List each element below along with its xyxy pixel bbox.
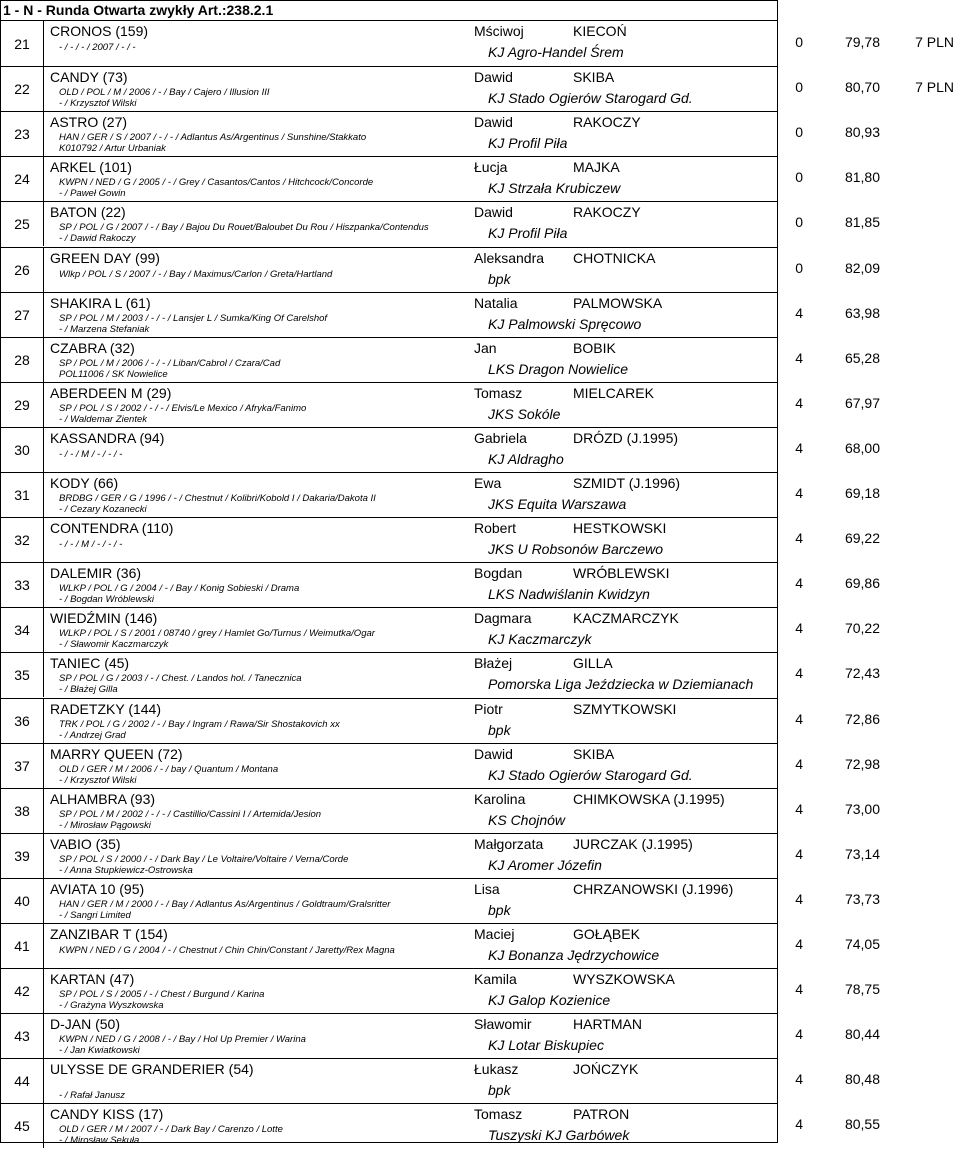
horse-details: SP / POL / S / 2002 / - / - / Elvis/Le Mexico / Afryka/Fanimo bbox=[59, 402, 307, 414]
horse-details: SP / POL / M / 2003 / - / - / Lansjer L / Sumka/King Of Carelshof bbox=[59, 312, 328, 324]
club-name: KJ Agro-Handel Śrem bbox=[488, 44, 624, 60]
position-cell: 33 bbox=[1, 563, 44, 607]
result-row bbox=[1, 833, 777, 878]
club-name: bpk bbox=[488, 1082, 511, 1099]
result-row bbox=[1, 968, 777, 1013]
position-cell: 24 bbox=[1, 157, 44, 201]
result-row bbox=[1, 21, 777, 66]
club-name: KJ Strzała Krubiczew bbox=[488, 180, 621, 197]
horse-name: CONTENDRA (110) bbox=[50, 520, 174, 537]
time-result: 80,93 bbox=[844, 124, 880, 141]
time-result: 82,09 bbox=[844, 259, 880, 276]
rider-last-name: PATRON bbox=[573, 1106, 630, 1123]
horse-details: - / Krzysztof Wilski bbox=[59, 774, 137, 786]
penalty-points: 4 bbox=[795, 1071, 803, 1088]
time-result: 80,48 bbox=[844, 1071, 880, 1088]
penalty-points: 4 bbox=[795, 530, 803, 547]
penalty-points: 4 bbox=[795, 349, 803, 366]
club-name: KS Chojnów bbox=[488, 811, 566, 828]
rider-last-name: HARTMAN bbox=[573, 1016, 642, 1033]
horse-name: SHAKIRA L (61) bbox=[50, 294, 151, 311]
rider-last-name: WYSZKOWSKA bbox=[573, 971, 675, 988]
rider-first-name: Karolina bbox=[474, 790, 526, 807]
penalty-points: 4 bbox=[795, 304, 803, 321]
rider-first-name: Natalia bbox=[474, 294, 518, 311]
result-row bbox=[1, 517, 777, 562]
club-name: Tuszyski KJ Garbówek bbox=[488, 1127, 630, 1144]
position-cell: 41 bbox=[1, 924, 44, 968]
penalty-points: 4 bbox=[795, 710, 803, 727]
penalty-points: 4 bbox=[795, 394, 803, 411]
club-name: KJ Profil Piła bbox=[488, 225, 568, 242]
horse-details: - / Mirosław Pągowski bbox=[59, 819, 151, 831]
penalty-points: 0 bbox=[795, 124, 803, 141]
result-row bbox=[1, 698, 777, 743]
horse-details: - / Marzena Stefaniak bbox=[59, 323, 150, 335]
result-row bbox=[1, 292, 777, 337]
horse-details: WLKP / POL / S / 2001 / 08740 / grey / Hamlet Go/Turnus / Weimutka/Ogar bbox=[59, 628, 375, 640]
position-cell: 26 bbox=[1, 248, 44, 292]
horse-name: CANDY (73) bbox=[50, 69, 128, 86]
club-name: bpk bbox=[488, 901, 511, 918]
rider-last-name: KACZMARCZYK bbox=[573, 610, 679, 627]
time-result: 80,70 bbox=[844, 79, 880, 96]
result-row bbox=[1, 607, 777, 652]
position-cell: 22 bbox=[1, 67, 44, 111]
club-name: JKS Sokóle bbox=[488, 405, 561, 422]
position-cell: 39 bbox=[1, 834, 44, 878]
penalty-points: 4 bbox=[795, 936, 803, 952]
position-cell: 25 bbox=[1, 202, 44, 246]
club-name: KJ Palmowski Spręcowo bbox=[488, 315, 642, 332]
rider-last-name: JOŃCZYK bbox=[573, 1061, 639, 1078]
rider-first-name: Dawid bbox=[474, 745, 513, 762]
rider-first-name: Lisa bbox=[474, 880, 500, 897]
horse-name: BATON (22) bbox=[50, 204, 126, 221]
time-result: 73,73 bbox=[844, 890, 880, 907]
position-cell: 44 bbox=[1, 1059, 44, 1103]
horse-name: CANDY KISS (17) bbox=[50, 1106, 164, 1123]
rider-last-name: MAJKA bbox=[573, 159, 620, 176]
rider-first-name: Kamila bbox=[474, 971, 517, 988]
position-cell: 31 bbox=[1, 473, 44, 517]
rider-first-name: Maciej bbox=[474, 926, 515, 942]
horse-details: WLKP / POL / G / 2004 / - / Bay / Konig Sobieski / Drama bbox=[59, 583, 300, 595]
horse-details: - / Sangri Limited bbox=[59, 909, 131, 921]
penalty-points: 4 bbox=[795, 620, 803, 637]
position-cell: 30 bbox=[1, 428, 44, 472]
horse-details: - / Cezary Kozanecki bbox=[59, 504, 147, 515]
rider-first-name: Małgorzata bbox=[474, 835, 544, 852]
penalty-points: 4 bbox=[795, 845, 803, 862]
horse-details: SP / POL / G / 2003 / - / Chest. / Landos hol. / Tanecznica bbox=[59, 673, 302, 685]
position-cell: 43 bbox=[1, 1014, 44, 1058]
time-result: 70,22 bbox=[844, 620, 880, 637]
horse-details: BRDBG / GER / G / 1996 / - / Chestnut / Kolibri/Kobold I / Dakaria/Dakota II bbox=[59, 493, 376, 504]
rider-first-name: Mściwoj bbox=[474, 23, 524, 39]
position-cell: 21 bbox=[1, 21, 44, 66]
result-row bbox=[1, 382, 777, 427]
horse-details: SP / POL / S / 2000 / - / Dark Bay / Le Voltaire/Voltaire / Verna/Corde bbox=[59, 853, 349, 865]
horse-details: SP / POL / S / 2005 / - / Chest / Burgund / Karina bbox=[59, 989, 265, 1001]
position-cell: 42 bbox=[1, 969, 44, 1013]
prize-amount: 7 PLN bbox=[915, 34, 954, 50]
club-name: KJ Galop Kozienice bbox=[488, 992, 611, 1009]
horse-details: Wlkp / POL / S / 2007 / - / Bay / Maximus/Carlon / Greta/Hartland bbox=[59, 268, 333, 280]
position-cell: 40 bbox=[1, 879, 44, 923]
penalty-points: 4 bbox=[795, 485, 803, 501]
prize-amount: 7 PLN bbox=[915, 79, 954, 96]
penalty-points: 0 bbox=[795, 34, 803, 50]
horse-details: - / Dawid Rakoczy bbox=[59, 233, 136, 245]
time-result: 63,98 bbox=[844, 304, 880, 321]
horse-name: ASTRO (27) bbox=[50, 114, 128, 131]
horse-details: KWPN / NED / G / 2005 / - / Grey / Casantos/Cantos / Hitchcock/Concorde bbox=[59, 177, 374, 189]
rider-last-name: DRÓZD (J.1995) bbox=[573, 429, 679, 446]
position-cell: 35 bbox=[1, 653, 44, 697]
horse-name: MARRY QUEEN (72) bbox=[50, 745, 183, 762]
horse-details: OLD / POL / M / 2006 / - / Bay / Cajero / Illusion III bbox=[59, 87, 270, 99]
rider-last-name: RAKOCZY bbox=[573, 114, 641, 131]
position-cell: 23 bbox=[1, 112, 44, 156]
penalty-points: 4 bbox=[795, 575, 803, 592]
result-row bbox=[1, 247, 777, 292]
rider-first-name: Gabriela bbox=[474, 429, 527, 446]
club-name: bpk bbox=[488, 270, 511, 287]
rider-first-name: Aleksandra bbox=[474, 249, 545, 266]
horse-name: ALHAMBRA (93) bbox=[50, 790, 156, 807]
horse-details: HAN / GER / S / 2007 / - / - / Adlantus As/Argentinus / Sunshine/Stakkato bbox=[59, 132, 367, 144]
penalty-points: 0 bbox=[795, 169, 803, 186]
penalty-points: 4 bbox=[795, 890, 803, 907]
penalty-points: 4 bbox=[795, 439, 803, 456]
club-name: KJ Aromer Józefin bbox=[488, 856, 602, 873]
rider-last-name: CHRZANOWSKI (J.1996) bbox=[573, 880, 734, 897]
result-row bbox=[1, 427, 777, 472]
horse-name: ABERDEEN M (29) bbox=[50, 384, 172, 401]
rider-last-name: PALMOWSKA bbox=[573, 294, 663, 311]
horse-details: TRK / POL / G / 2002 / - / Bay / Ingram / Rawa/Sir Shostakovich xx bbox=[59, 718, 340, 730]
club-name: KJ Kaczmarczyk bbox=[488, 631, 592, 648]
horse-name: ARKEL (101) bbox=[50, 159, 132, 176]
rider-last-name: GILLA bbox=[573, 655, 613, 672]
result-row bbox=[1, 652, 777, 697]
horse-name: WIEDŹMIN (146) bbox=[50, 610, 158, 627]
result-row bbox=[1, 1013, 777, 1058]
position-cell: 28 bbox=[1, 338, 44, 382]
rider-last-name: WRÓBLEWSKI bbox=[573, 565, 670, 582]
time-result: 81,80 bbox=[844, 169, 880, 186]
result-row bbox=[1, 788, 777, 833]
penalty-points: 4 bbox=[795, 800, 803, 817]
rider-last-name: HESTKOWSKI bbox=[573, 520, 667, 537]
time-result: 81,85 bbox=[844, 214, 880, 231]
horse-details: SP / POL / G / 2007 / - / Bay / Bajou Du Rouet/Baloubet Du Rou / Hiszpanka/Contendus bbox=[59, 222, 429, 234]
rider-first-name: Tomasz bbox=[474, 384, 523, 401]
rider-first-name: Łucja bbox=[474, 159, 508, 176]
horse-name: RADETZKY (144) bbox=[50, 700, 161, 717]
horse-details: - / Błażej Gilla bbox=[59, 684, 118, 696]
time-result: 80,55 bbox=[844, 1116, 880, 1133]
penalty-points: 0 bbox=[795, 214, 803, 231]
horse-details: HAN / GER / M / 2000 / - / Bay / Adlantus As/Argentinus / Goldtraum/Gralsritter bbox=[59, 898, 391, 910]
horse-details: SP / POL / M / 2002 / - / - / Castillio/Cassini I / Artemida/Jesion bbox=[59, 808, 322, 820]
club-name: LKS Nadwiślanin Kwidzyn bbox=[488, 586, 650, 603]
club-name: LKS Dragon Nowielice bbox=[488, 360, 629, 377]
horse-name: GREEN DAY (99) bbox=[50, 249, 160, 266]
time-result: 72,86 bbox=[844, 710, 880, 727]
results-title: 1 - N - Runda Otwarta zwykły Art.:238.2.1 bbox=[0, 0, 778, 21]
rider-first-name: Ewa bbox=[474, 475, 502, 491]
position-cell: 32 bbox=[1, 518, 44, 562]
rider-last-name: RAKOCZY bbox=[573, 204, 641, 221]
result-row bbox=[1, 66, 777, 111]
rider-first-name: Łukasz bbox=[474, 1061, 519, 1078]
rider-last-name: SKIBA bbox=[573, 745, 615, 762]
club-name: KJ Profil Piła bbox=[488, 135, 568, 152]
result-row bbox=[1, 743, 777, 788]
horse-name: TANIEC (45) bbox=[50, 655, 130, 672]
horse-details: - / Andrzej Grad bbox=[59, 729, 126, 741]
club-name: KJ Stado Ogierów Starogard Gd. bbox=[488, 90, 693, 107]
horse-name: D-JAN (50) bbox=[50, 1016, 121, 1033]
rider-last-name: SKIBA bbox=[573, 69, 615, 86]
club-name: Pomorska Liga Jeździecka w Dziemianach bbox=[488, 676, 754, 693]
horse-details: - / - / M / - / - / - bbox=[59, 448, 123, 460]
result-row bbox=[1, 562, 777, 607]
rider-first-name: Dawid bbox=[474, 114, 513, 131]
horse-details: - / Jan Kwiatkowski bbox=[59, 1045, 140, 1057]
club-name: bpk bbox=[488, 721, 511, 738]
time-result: 80,44 bbox=[844, 1026, 880, 1043]
horse-details: - / - / - / 2007 / - / - bbox=[59, 42, 136, 53]
time-result: 69,22 bbox=[844, 530, 880, 547]
rider-last-name: MIELCAREK bbox=[573, 384, 654, 401]
rider-first-name: Dawid bbox=[474, 69, 513, 86]
rider-first-name: Jan bbox=[474, 339, 497, 356]
horse-details: - / Paweł Gowin bbox=[59, 188, 126, 200]
horse-details: - / Sławomir Kaczmarczyk bbox=[59, 639, 169, 651]
horse-details: - / - / M / - / - / - bbox=[59, 539, 123, 551]
result-row bbox=[1, 337, 777, 382]
time-result: 69,86 bbox=[844, 575, 880, 592]
penalty-points: 0 bbox=[795, 259, 803, 276]
rider-last-name: GOŁĄBEK bbox=[573, 926, 640, 942]
result-row bbox=[1, 201, 777, 246]
rider-first-name: Dawid bbox=[474, 204, 513, 221]
position-cell: 29 bbox=[1, 383, 44, 427]
horse-details: SP / POL / M / 2006 / - / - / Liban/Cabrol / Czara/Cad bbox=[59, 357, 281, 369]
horse-name: ULYSSE DE GRANDERIER (54) bbox=[50, 1061, 254, 1078]
club-name: KJ Stado Ogierów Starogard Gd. bbox=[488, 766, 693, 783]
rider-last-name: SZMIDT (J.1996) bbox=[573, 475, 681, 491]
horse-details: - / Grażyna Wyszkowska bbox=[59, 1000, 164, 1012]
position-cell: 37 bbox=[1, 744, 44, 788]
time-result: 68,00 bbox=[844, 439, 880, 456]
result-row bbox=[1, 1103, 777, 1148]
penalty-points: 4 bbox=[795, 981, 803, 998]
horse-details: - / Krzysztof Wilski bbox=[59, 98, 137, 110]
club-name: KJ Aldragho bbox=[488, 450, 564, 467]
result-row bbox=[1, 1058, 777, 1103]
result-row bbox=[1, 156, 777, 201]
time-result: 73,00 bbox=[844, 800, 880, 817]
rider-first-name: Sławomir bbox=[474, 1016, 532, 1033]
penalty-points: 4 bbox=[795, 665, 803, 682]
horse-details: OLD / GER / M / 2006 / - / bay / Quantum / Montana bbox=[59, 763, 279, 775]
horse-details: - / Waldemar Zientek bbox=[59, 413, 147, 425]
rider-first-name: Robert bbox=[474, 520, 517, 537]
penalty-points: 4 bbox=[795, 1026, 803, 1043]
rider-last-name: CHOTNICKA bbox=[573, 249, 656, 266]
horse-name: AVIATA 10 (95) bbox=[50, 880, 145, 897]
results-table bbox=[0, 21, 778, 1147]
time-result: 78,75 bbox=[844, 981, 880, 998]
club-name: JKS U Robsonów Barczewo bbox=[488, 541, 664, 558]
rider-first-name: Dagmara bbox=[474, 610, 532, 627]
result-row bbox=[1, 923, 777, 968]
horse-details: - / Rafał Janusz bbox=[59, 1090, 125, 1102]
position-cell: 34 bbox=[1, 608, 44, 652]
horse-details: - / Bogdan Wróblewski bbox=[59, 594, 155, 606]
horse-name: CRONOS (159) bbox=[50, 23, 149, 39]
rider-last-name: JURCZAK (J.1995) bbox=[573, 835, 693, 852]
horse-name: ZANZIBAR T (154) bbox=[50, 926, 168, 942]
rider-first-name: Bogdan bbox=[474, 565, 523, 582]
horse-name: DALEMIR (36) bbox=[50, 565, 142, 582]
club-name: KJ Bonanza Jędrzychowice bbox=[488, 947, 660, 963]
horse-details: - / Anna Stupkiewicz-Ostrowska bbox=[59, 864, 193, 876]
horse-name: CZABRA (32) bbox=[50, 339, 135, 356]
rider-first-name: Błażej bbox=[474, 655, 513, 672]
horse-name: KODY (66) bbox=[50, 475, 119, 491]
time-result: 72,98 bbox=[844, 755, 880, 772]
time-result: 74,05 bbox=[844, 936, 880, 952]
time-result: 65,28 bbox=[844, 349, 880, 366]
penalty-points: 4 bbox=[795, 1116, 803, 1133]
rider-last-name: BOBIK bbox=[573, 339, 616, 356]
penalty-points: 4 bbox=[795, 755, 803, 772]
horse-details: KWPN / NED / G / 2008 / - / Bay / Hol Up Premier / Warina bbox=[59, 1034, 306, 1046]
time-result: 69,18 bbox=[844, 485, 880, 501]
rider-last-name: SZMYTKOWSKI bbox=[573, 700, 677, 717]
time-result: 72,43 bbox=[844, 665, 880, 682]
result-row bbox=[1, 111, 777, 156]
horse-details: K010792 / Artur Urbaniak bbox=[59, 143, 166, 155]
penalty-points: 0 bbox=[795, 79, 803, 96]
position-cell: 38 bbox=[1, 789, 44, 833]
club-name: JKS Equita Warszawa bbox=[488, 496, 627, 512]
position-cell: 36 bbox=[1, 699, 44, 743]
horse-details: KWPN / NED / G / 2004 / - / Chestnut / Chin Chin/Constant / Jaretty/Rex Magna bbox=[59, 945, 395, 956]
horse-details: OLD / GER / M / 2007 / - / Dark Bay / Carenzo / Lotte bbox=[59, 1124, 283, 1136]
horse-details: POL11006 / SK Nowielice bbox=[59, 368, 168, 380]
result-row bbox=[1, 878, 777, 923]
position-cell: 45 bbox=[1, 1104, 44, 1148]
time-result: 79,78 bbox=[844, 34, 880, 50]
club-name: KJ Lotar Biskupiec bbox=[488, 1037, 604, 1054]
horse-name: KARTAN (47) bbox=[50, 971, 135, 988]
rider-last-name: KIECOŃ bbox=[573, 23, 627, 39]
position-cell: 27 bbox=[1, 293, 44, 337]
horse-name: KASSANDRA (94) bbox=[50, 429, 165, 446]
rider-last-name: CHIMKOWSKA (J.1995) bbox=[573, 790, 725, 807]
horse-details: - / Mirosław Sekuła bbox=[59, 1135, 140, 1147]
result-row bbox=[1, 472, 777, 517]
rider-first-name: Tomasz bbox=[474, 1106, 523, 1123]
time-result: 67,97 bbox=[844, 394, 880, 411]
time-result: 73,14 bbox=[844, 845, 880, 862]
horse-name: VABIO (35) bbox=[50, 835, 121, 852]
rider-first-name: Piotr bbox=[474, 700, 503, 717]
